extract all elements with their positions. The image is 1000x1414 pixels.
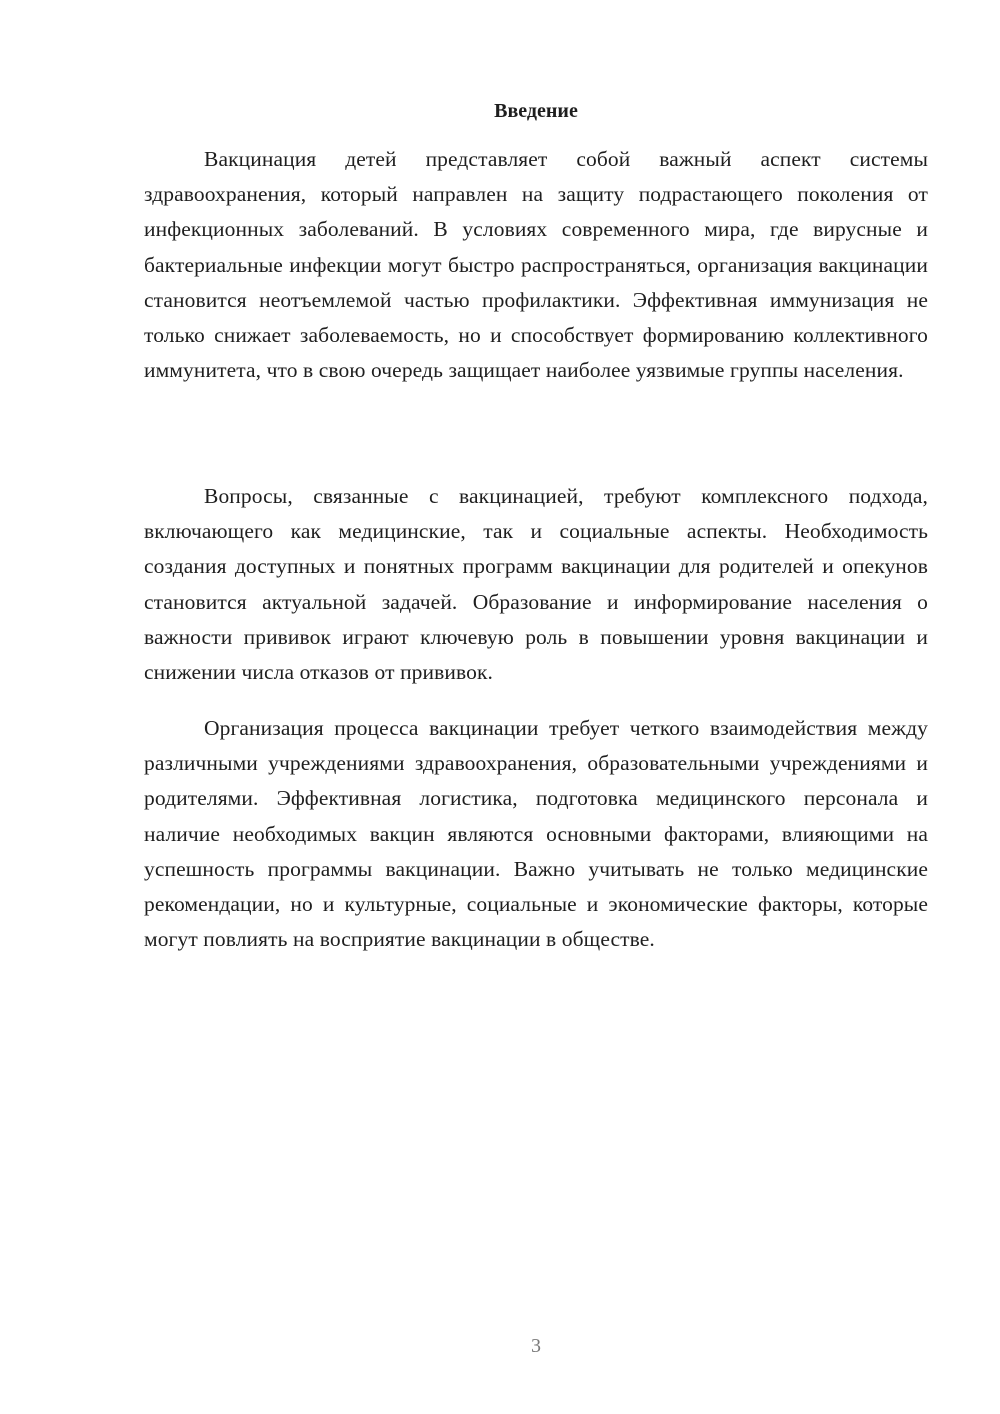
paragraph-1: Вакцинация детей представляет собой важный аспект системы здравоохранения, который направлен на защиту подрастающего поколения от инфекционных заболеваний. В условиях современного мира, где вирусные и бактериальные инфекции могут быстро распространяться, организация вакцинации становится неотъемлемой частью профилактики. Эффективная иммунизация не только снижает заболеваемость, но и способствует формированию коллективного иммунитета, что в свою очередь защищает наиболее уязвимые группы населения.: [144, 147, 928, 383]
page-number: 3: [531, 1335, 541, 1357]
section-heading: Введение: [494, 100, 578, 122]
paragraph-2: Вопросы, связанные с вакцинацией, требуют комплексного подхода, включающего как медицинские, так и социальные аспекты. Необходимость создания доступных и понятных программ вакцинации для родителей и опекунов становится актуальной задачей. Образование и информирование населения о важности прививок играют ключевую роль в повышении уровня вакцинации и снижении числа отказов от прививок.: [144, 484, 928, 685]
paragraph-3: Организация процесса вакцинации требует четкого взаимодействия между различными учреждениями здравоохранения, образовательными учреждениями и родителями. Эффективная логистика, подготовка медицинского персонала и наличие необходимых вакцин являются основными факторами, влияющими на успешность программы вакцинации. Важно учитывать не только медицинские рекомендации, но и культурные, социальные и экономические факторы, которые могут повлиять на восприятие вакцинации в обществе.: [144, 716, 928, 952]
